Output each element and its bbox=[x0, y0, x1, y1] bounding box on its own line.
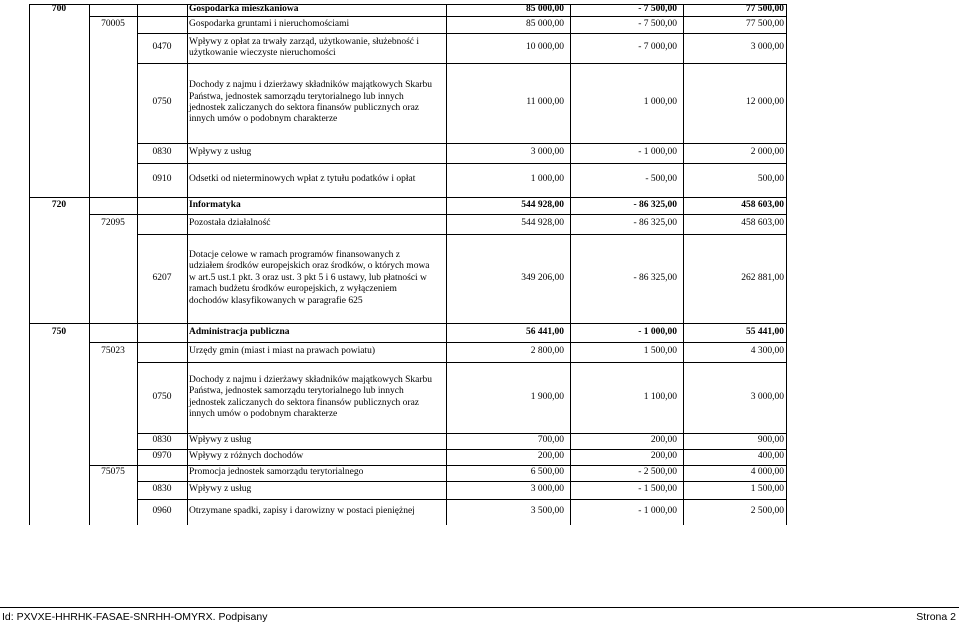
plan-amount: 2 800,00 bbox=[530, 346, 564, 357]
change-amount: - 7 500,00 bbox=[638, 18, 677, 29]
paragraf-code: 0960 bbox=[152, 506, 172, 517]
change-amount: - 7 500,00 bbox=[638, 4, 677, 15]
row-divider bbox=[137, 362, 787, 363]
after-change-amount: 4 300,00 bbox=[750, 346, 784, 357]
plan-amount: 3 000,00 bbox=[530, 147, 564, 158]
change-amount: 200,00 bbox=[650, 435, 677, 446]
description-line: Wpływy z usług bbox=[189, 435, 252, 446]
paragraf-code: 0750 bbox=[152, 391, 172, 402]
column-divider bbox=[29, 4, 30, 525]
paragraph-description bbox=[189, 147, 444, 158]
paragraph-description bbox=[189, 250, 444, 307]
plan-amount: 3 000,00 bbox=[530, 484, 564, 495]
plan-amount: 544 928,00 bbox=[521, 218, 564, 229]
description-line: innych umów o podobnym charakterze bbox=[189, 408, 338, 419]
change-amount: 200,00 bbox=[650, 451, 677, 462]
after-change-amount: 458 603,00 bbox=[741, 218, 784, 229]
plan-amount: 544 928,00 bbox=[521, 199, 564, 210]
paragraf-code: 0830 bbox=[152, 435, 172, 446]
description-line: Otrzymane spadki, zapisy i darowizny w postaci pieniężnej bbox=[189, 506, 415, 517]
rozdzial-name: Promocja jednostek samorządu terytorialnego bbox=[189, 467, 364, 478]
after-change-amount: 2 000,00 bbox=[750, 147, 784, 158]
rozdzial-code: 70005 bbox=[101, 18, 125, 29]
column-divider bbox=[570, 4, 571, 525]
after-change-amount: 55 441,00 bbox=[746, 326, 784, 337]
paragraf-code: 6207 bbox=[152, 272, 172, 283]
paragraf-code: 0830 bbox=[152, 147, 172, 158]
rozdzial-name: Urzędy gmin (miast i miast na prawach powiatu) bbox=[189, 346, 375, 357]
plan-amount: 85 000,00 bbox=[526, 18, 564, 29]
paragraph-description bbox=[189, 506, 444, 517]
rozdzial-name: Pozostała działalność bbox=[189, 218, 271, 229]
paragraph-description bbox=[189, 80, 444, 126]
description-line: jednostek zaliczanych do sektora finansów publicznych oraz bbox=[189, 397, 420, 408]
footer-id: Id: PXVXE-HHRHK-FASAE-SNRHH-OMYRX. Podpisany bbox=[2, 611, 268, 623]
plan-amount: 1 900,00 bbox=[530, 391, 564, 402]
description-line: Państwa, jednostek samorządu terytorialnego lub innych bbox=[189, 91, 404, 102]
after-change-amount: 1 500,00 bbox=[750, 484, 784, 495]
change-amount: - 7 000,00 bbox=[638, 42, 677, 53]
change-amount: - 86 325,00 bbox=[633, 218, 677, 229]
description-line: Dochody z najmu i dzierżawy składników majątkowych Skarbu bbox=[189, 80, 432, 91]
dzial-name: Administracja publiczna bbox=[189, 326, 290, 337]
change-amount: - 1 000,00 bbox=[638, 147, 677, 158]
after-change-amount: 3 000,00 bbox=[750, 42, 784, 53]
change-amount: - 2 500,00 bbox=[638, 467, 677, 478]
paragraf-code: 0750 bbox=[152, 97, 172, 108]
dzial-code: 750 bbox=[51, 326, 67, 337]
description-line: Wpływy z różnych dochodów bbox=[189, 451, 304, 462]
footer-page-number: Strona 2 bbox=[916, 611, 956, 623]
plan-amount: 11 000,00 bbox=[526, 97, 564, 108]
row-divider bbox=[137, 449, 787, 450]
change-amount: - 1 000,00 bbox=[638, 326, 677, 337]
rozdzial-name: Gospodarka gruntami i nieruchomościami bbox=[189, 18, 350, 29]
plan-amount: 3 500,00 bbox=[530, 506, 564, 517]
description-line: Wpływy z usług bbox=[189, 147, 252, 158]
paragraf-code: 0470 bbox=[152, 42, 172, 53]
description-line: udziałem środków europejskich oraz środków, o których mowa bbox=[189, 261, 430, 272]
column-divider bbox=[446, 4, 447, 525]
description-line: Wpływy z opłat za trwały zarząd, użytkowanie, służebność i bbox=[189, 36, 420, 47]
description-line: Odsetki od nieterminowych wpłat z tytułu podatków i opłat bbox=[189, 174, 416, 185]
row-divider bbox=[137, 143, 787, 144]
paragraph-description bbox=[189, 37, 444, 60]
row-divider bbox=[137, 163, 787, 164]
paragraph-description bbox=[189, 484, 444, 495]
change-amount: 1 100,00 bbox=[643, 391, 677, 402]
paragraph-description bbox=[189, 451, 444, 462]
rozdzial-code: 72095 bbox=[101, 218, 125, 229]
footer-divider bbox=[0, 607, 959, 608]
after-change-amount: 77 500,00 bbox=[746, 18, 784, 29]
description-line: jednostek zaliczanych do sektora finansów publicznych oraz bbox=[189, 103, 420, 113]
description-line: dochodów klasyfikowanych w paragrafie 625 bbox=[189, 295, 363, 306]
description-line: Dotacje celowe w ramach programów finansowanych z bbox=[189, 250, 401, 260]
plan-amount: 349 206,00 bbox=[521, 272, 564, 283]
plan-amount: 700,00 bbox=[537, 435, 564, 446]
column-divider bbox=[786, 4, 787, 525]
rozdzial-code: 75023 bbox=[101, 346, 125, 357]
after-change-amount: 458 603,00 bbox=[741, 199, 784, 210]
row-divider bbox=[137, 63, 787, 64]
column-divider bbox=[137, 4, 138, 525]
plan-amount: 85 000,00 bbox=[526, 4, 564, 15]
paragraf-code: 0910 bbox=[152, 174, 172, 185]
plan-amount: 6 500,00 bbox=[530, 467, 564, 478]
plan-amount: 1 000,00 bbox=[530, 174, 564, 185]
description-line: ramach budżetu środków europejskich, z wyłączeniem bbox=[189, 284, 397, 295]
description-line: użytkowanie wieczyste nieruchomości bbox=[189, 48, 336, 58]
after-change-amount: 900,00 bbox=[757, 435, 784, 446]
after-change-amount: 2 500,00 bbox=[750, 506, 784, 517]
change-amount: 1 000,00 bbox=[643, 97, 677, 108]
description-line: Wpływy z usług bbox=[189, 484, 252, 495]
after-change-amount: 12 000,00 bbox=[746, 97, 784, 108]
dzial-name: Gospodarka mieszkaniowa bbox=[189, 4, 299, 15]
rozdzial-code: 75075 bbox=[101, 467, 125, 478]
change-amount: - 86 325,00 bbox=[633, 199, 677, 210]
after-change-amount: 500,00 bbox=[757, 174, 784, 185]
paragraph-description bbox=[189, 375, 444, 421]
row-divider bbox=[137, 433, 787, 434]
description-line: Dochody z najmu i dzierżawy składników majątkowych Skarbu bbox=[189, 374, 432, 385]
dzial-code: 720 bbox=[51, 199, 67, 210]
change-amount: - 1 000,00 bbox=[638, 506, 677, 517]
column-divider bbox=[89, 4, 90, 525]
row-divider bbox=[137, 234, 787, 235]
paragraph-description bbox=[189, 435, 444, 446]
after-change-amount: 3 000,00 bbox=[750, 391, 784, 402]
dzial-code: 700 bbox=[51, 4, 67, 15]
after-change-amount: 400,00 bbox=[757, 451, 784, 462]
plan-amount: 56 441,00 bbox=[526, 326, 564, 337]
description-line: innych umów o podobnym charakterze bbox=[189, 114, 338, 125]
plan-amount: 200,00 bbox=[537, 451, 564, 462]
row-divider bbox=[29, 197, 787, 198]
description-line: Państwa, jednostek samorządu terytorialnego lub innych bbox=[189, 386, 404, 397]
row-divider bbox=[29, 323, 787, 324]
change-amount: - 500,00 bbox=[645, 174, 677, 185]
dzial-name: Informatyka bbox=[189, 199, 241, 210]
after-change-amount: 262 881,00 bbox=[741, 272, 784, 283]
after-change-amount: 4 000,00 bbox=[750, 467, 784, 478]
change-amount: 1 500,00 bbox=[643, 346, 677, 357]
description-line: w art.5 ust.1 pkt. 3 oraz ust. 3 pkt 5 i 6 ustawy, lub płatności w bbox=[189, 272, 427, 283]
paragraf-code: 0970 bbox=[152, 451, 172, 462]
row-divider bbox=[137, 499, 787, 500]
after-change-amount: 77 500,00 bbox=[746, 4, 784, 15]
column-divider bbox=[187, 4, 188, 525]
paragraph-description bbox=[189, 174, 444, 185]
column-divider bbox=[683, 4, 684, 525]
paragraf-code: 0830 bbox=[152, 484, 172, 495]
row-divider bbox=[137, 33, 787, 34]
row-divider bbox=[137, 481, 787, 482]
plan-amount: 10 000,00 bbox=[526, 42, 564, 53]
change-amount: - 1 500,00 bbox=[638, 484, 677, 495]
change-amount: - 86 325,00 bbox=[633, 272, 677, 283]
